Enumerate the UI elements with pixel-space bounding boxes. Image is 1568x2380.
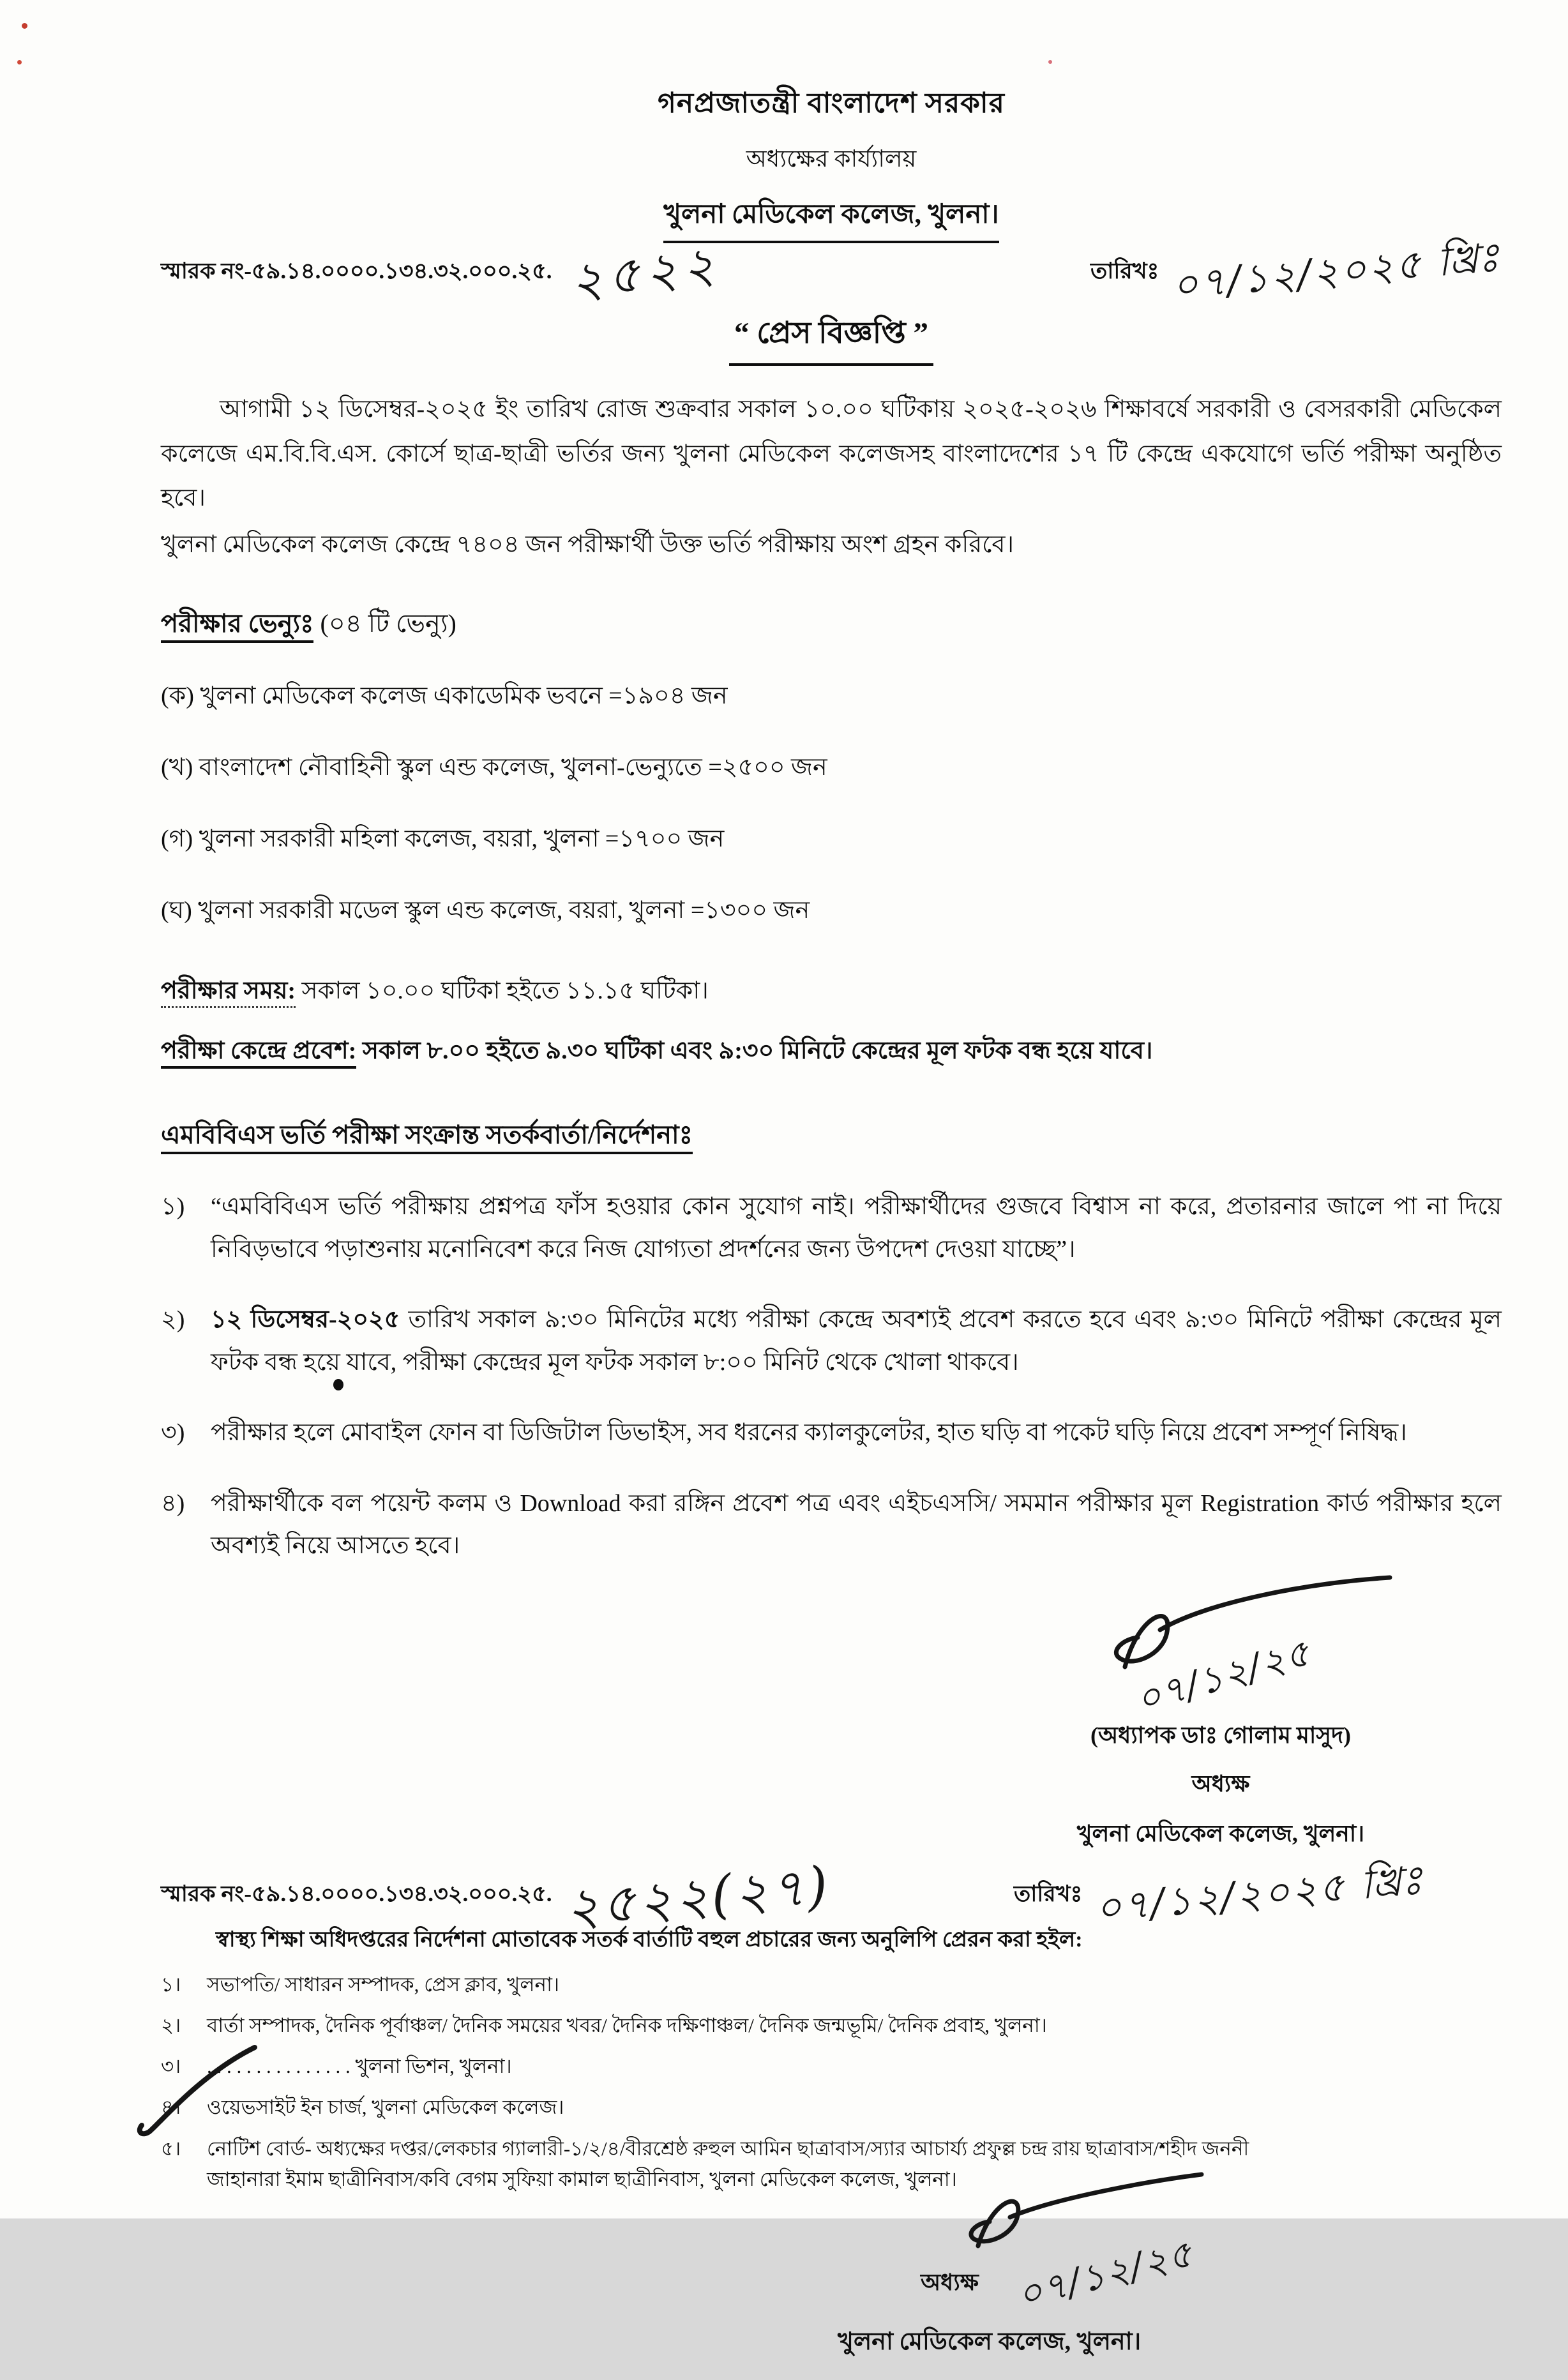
notice-item-number: ২) <box>161 1306 185 1334</box>
notice-item-number: ১) <box>161 1193 185 1221</box>
memo-number-label: স্মারক নং-৫৯.১৪.০০০০.১৩৪.৩২.০০০.২৫. <box>161 259 552 283</box>
venue-item <box>161 820 1502 861</box>
notice-item <box>161 1186 1502 1270</box>
venue-item-text: খুলনা সরকারী মডেল স্কুল এন্ড কলেজ, বয়রা, খুলনা =১৩০০ জন <box>198 897 810 924</box>
date-handwritten: ০৭/১২/২০২৫ খ্রিঃ <box>1094 1856 1427 1932</box>
letterhead <box>161 82 1502 243</box>
venue-item-label: (ঘ) <box>161 897 192 924</box>
notice-item-number: ৩) <box>161 1419 185 1447</box>
venue-item <box>161 891 1502 932</box>
notice-item-text: পরীক্ষার্থীকে বল পয়েন্ট কলম ও Download করা রঙ্গিন প্রবেশ পত্র এবং এইচএসসি/ সমমান পরীক্ষার মূল Registration কার্ড পরীক্ষার হলে অবশ্যই নিয়ে আসতে হবে। <box>211 1489 1502 1560</box>
date-label: তারিখঃ <box>1013 1881 1083 1906</box>
distribution-item-text: সভাপতি/ সাধারন সম্পাদক, প্রেস ক্লাব, খুলনা। <box>207 1973 560 1996</box>
distribution-item-number: ৪। <box>161 2096 181 2119</box>
distribution-item-text: ওয়েভসাইট ইন চার্জ, খুলনা মেডিকেল কলেজ। <box>207 2096 564 2119</box>
exam-time-value: সকাল ১০.০০ ঘটিকা হইতে ১১.১৫ ঘটিকা। <box>296 977 709 1005</box>
memo-number-handwritten: ২৫২২ <box>566 236 723 311</box>
date-label: তারিখঃ <box>1090 259 1159 283</box>
handwritten-tick-mark <box>124 2036 264 2138</box>
venue-heading-suffix: (০৪ টি ভেন্যু) <box>313 609 456 638</box>
entry-time-value: সকাল ৮.০০ হইতে ৯.৩০ ঘটিকা এবং ৯:৩০ মিনিটে কেন্দ্রের মূল ফটক বন্ধ হয়ে যাবে। <box>356 1037 1153 1065</box>
distribution-item <box>161 2092 1502 2123</box>
notice-item-text <box>211 1299 1502 1383</box>
scan-speck <box>22 23 27 29</box>
signatory-designation: অধ্যক্ষ <box>921 2269 979 2295</box>
notice-item-rest: তারিখ সকাল ৯:৩০ মিনিটের মধ্যে পরীক্ষা কেন্দ্রে অবশ্যই প্রবেশ করতে হবে এবং ৯:৩০ মিনিটে পরীক্ষা কেন্দ্রের মূল ফটক বন্ধ হয়ে যাবে, পরীক্ষা কেন্দ্রের মূল ফটক সকাল ৮:০০ মিনিট থেকে খোলা থাকবে। <box>211 1306 1502 1376</box>
notice-item <box>161 1412 1502 1454</box>
notice-item-number: ৪) <box>161 1489 185 1517</box>
notice-section-heading <box>161 1115 1502 1157</box>
venue-item <box>161 677 1502 718</box>
notice-item-bold-date: ১২ ডিসেম্বর-২০২৫ <box>211 1306 400 1334</box>
distribution-item-number: ২। <box>161 2014 181 2037</box>
signature-date-handwritten: ০৭/১২/২৫ <box>1131 1630 1316 1722</box>
signatory-institution: খুলনা মেডিকেল কলেজ, খুলনা। <box>1076 1820 1365 1846</box>
exam-time-label: পরীক্ষার সময়: <box>161 977 296 1008</box>
memo-line-2 <box>161 1855 1502 1939</box>
signatory-designation: অধ্যক্ষ <box>1191 1770 1250 1796</box>
distribution-item <box>161 1970 1502 2000</box>
bottom-signature-block <box>825 2169 1310 2380</box>
signatory-name: (অধ্যাপক ডাঃ গোলাম মাসুদ) <box>1090 1722 1351 1748</box>
principal-signature-block <box>1016 1571 1425 1855</box>
entry-time-label: পরীক্ষা কেন্দ্রে প্রবেশ: <box>161 1037 356 1069</box>
distribution-item-number: ৫। <box>161 2137 181 2160</box>
distribution-item-text: . . . . . . . . . . . . . . . খুলনা ভিশন, খুলনা। <box>207 2055 512 2078</box>
venue-section-heading <box>161 603 1502 646</box>
memo-number-label: স্মারক নং-৫৯.১৪.০০০০.১৩৪.৩২.০০০.২৫. <box>161 1881 552 1906</box>
memo-number-handwritten: ২৫২২(২৭) <box>562 1855 833 1939</box>
distribution-item-text: নোটিশ বোর্ড- অধ্যক্ষের দপ্তর/লেকচার গ্যালারী-১/২/৪/বীরশ্রেষ্ঠ রুহুল আমিন ছাত্রাবাস/স্যার আচার্য্য প্রফুল্ল চন্দ্র রায় ছাত্রাবাস/শহীদ জননী জাহানারা ইমাম ছাত্রীনিবাস/কবি বেগম সুফিয়া কামাল ছাত্রীনিবাস, খুলনা মেডিকেল কলেজ, খুলনা। <box>207 2137 1249 2190</box>
intro-paragraph-2: খুলনা মেডিকেল কলেজ কেন্দ্রে ৭৪০৪ জন পরীক্ষার্থী উক্ত ভর্তি পরীক্ষায় অংশ গ্রহন করিবে। <box>161 531 1014 558</box>
venue-item-text: খুলনা মেডিকেল কলেজ একাডেমিক ভবনে =১৯০৪ জন <box>200 682 728 710</box>
venue-item-label: (গ) <box>161 825 193 853</box>
government-name: গনপ্রজাতন্ত্রী বাংলাদেশ সরকার <box>658 87 1005 119</box>
document-title-wrap <box>161 310 1502 366</box>
venue-heading-label: পরীক্ষার ভেন্যুঃ <box>161 609 313 643</box>
venue-item-label: (খ) <box>161 754 193 781</box>
entry-time-line <box>161 1032 1502 1073</box>
signatory-institution: খুলনা মেডিকেল কলেজ, খুলনা। <box>838 2328 1142 2355</box>
date-handwritten: ০৭/১২/২০২৫ খ্রিঃ <box>1170 233 1504 309</box>
notice-item <box>161 1482 1502 1567</box>
notice-item-text: পরীক্ষার হলে মোবাইল ফোন বা ডিজিটাল ডিভাইস, সব ধরনের ক্যালকুলেটর, হাত ঘড়ি বা পকেট ঘড়ি নিয়ে প্রবেশ সম্পূর্ণ নিষিদ্ধ। <box>211 1419 1407 1447</box>
venue-item-label: (ক) <box>161 682 194 710</box>
document-title: “ প্রেস বিজ্ঞপ্তি ” <box>729 310 933 366</box>
institution-name: খুলনা মেডিকেল কলেজ, খুলনা। <box>663 193 999 243</box>
exam-time-line <box>161 972 1502 1013</box>
scan-speck <box>1048 60 1052 64</box>
distribution-intro: স্বাস্থ্য শিক্ষা অধিদপ্তরের নির্দেশনা মোতাবেক সতর্ক বার্তাটি বহুল প্রচারের জন্য অনুলিপি প্রেরন করা হইল: <box>216 1928 1083 1952</box>
intro-paragraph: আগামী ১২ ডিসেম্বর-২০২৫ ইং তারিখ রোজ শুক্রবার সকাল ১০.০০ ঘটিকায় ২০২৫-২০২৬ শিক্ষাবর্ষে সরকারী ও বেসরকারী মেডিকেল কলেজে এম.বি.বি.এস. কোর্সে ছাত্র-ছাত্রী ভর্তির জন্য খুলনা মেডিকেল কলেজসহ বাংলাদেশের ১৭ টি কেন্দ্রে একযোগে ভর্তি পরীক্ষা অনুষ্ঠিত হবে। <box>161 396 1502 511</box>
distribution-item <box>161 2051 1502 2082</box>
memo-line-1 <box>161 233 1504 311</box>
venue-item-text: বাংলাদেশ নৌবাহিনী স্কুল এন্ড কলেজ, খুলনা-ভেন্যুতে =২৫০০ জন <box>199 754 827 781</box>
notice-heading-text: এমবিবিএস ভর্তি পরীক্ষা সংক্রান্ত সতর্কবার্তা/নির্দেশনাঃ <box>161 1120 693 1154</box>
venue-item <box>161 748 1502 789</box>
signature-date-handwritten: ০৭/১২/২৫ <box>1013 2231 1198 2317</box>
scan-speck <box>17 60 22 64</box>
distribution-item-number: ১। <box>161 1973 181 1996</box>
office-name: অধ্যক্ষের কার্য্যালয় <box>746 146 917 172</box>
notice-item-text: “এমবিবিএস ভর্তি পরীক্ষায় প্রশ্নপত্র ফাঁস হওয়ার কোন সুযোগ নাই। পরীক্ষার্থীদের গুজবে বিশ্বাস না করে, প্রতারনার জালে পা না দিয়ে নিবিড়ভাবে পড়াশুনায় মনোনিবেশ করে নিজ যোগ্যতা প্রদর্শনের জন্য উপদেশ দেওয়া যাচ্ছে”। <box>211 1193 1502 1263</box>
venue-item-text: খুলনা সরকারী মহিলা কলেজ, বয়রা, খুলনা =১৭০০ জন <box>199 825 725 853</box>
distribution-item-text: বার্তা সম্পাদক, দৈনিক পূর্বাঞ্চল/ দৈনিক সময়ের খবর/ দৈনিক দক্ষিণাঞ্চল/ দৈনিক জন্মভূমি/ দৈনিক প্রবাহ, খুলনা। <box>207 2014 1047 2037</box>
signature-area <box>1016 1571 1425 1724</box>
distribution-item-number: ৩। <box>161 2055 181 2078</box>
notice-item <box>161 1299 1502 1383</box>
distribution-item <box>161 2010 1502 2041</box>
